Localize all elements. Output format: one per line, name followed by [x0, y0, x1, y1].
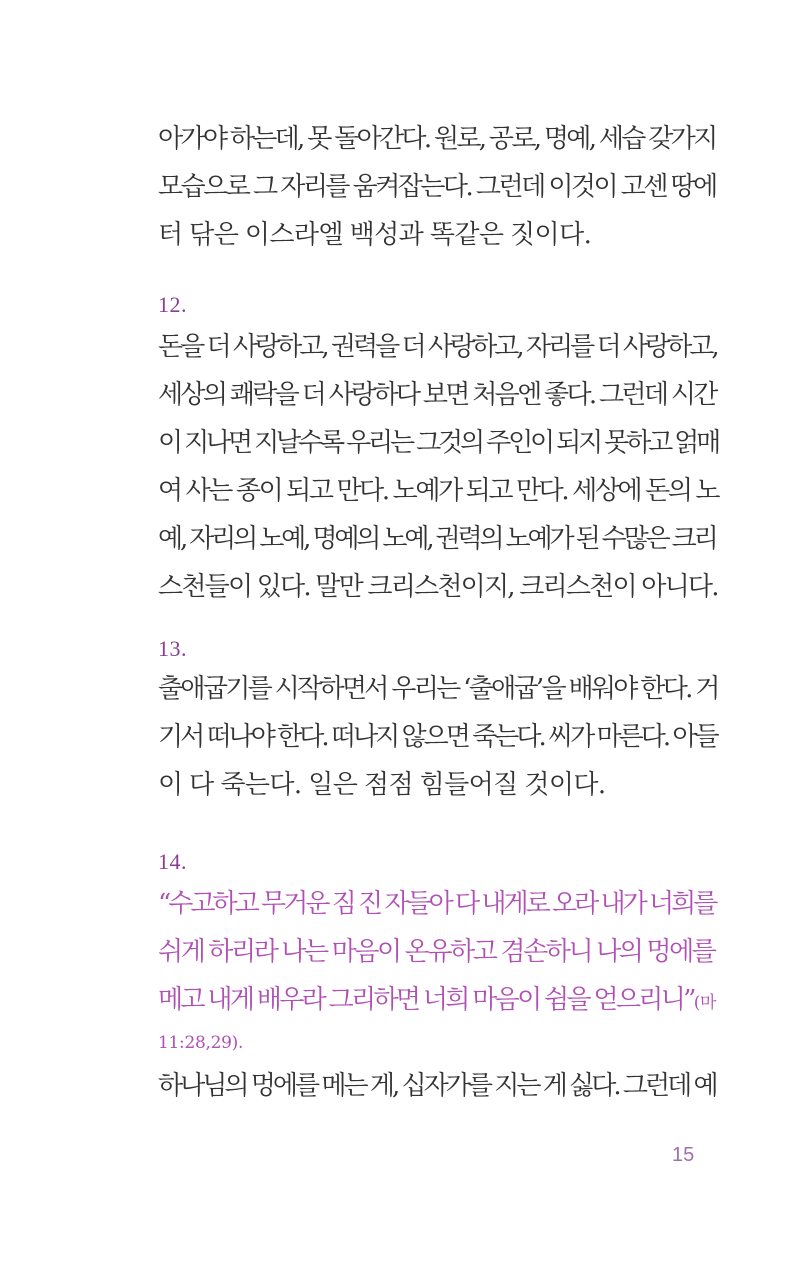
text-line: 아가야 하는데, 못 돌아간다. 원로, 공로, 명예, 세습 갖가지 — [158, 124, 716, 154]
quote-text: 메고 내게 배우라 그리하면 너희 마음이 쉼을 얻으리니” — [158, 985, 694, 1015]
text-line: 여 사는 종이 되고 만다. 노예가 되고 만다. 세상에 돈의 노 — [158, 476, 719, 506]
quote-line — [158, 976, 718, 1024]
text-line: 세상의 쾌락을 더 사랑하다 보면 처음엔 좋다. 그런데 시간 — [158, 380, 716, 410]
section-number-13: 13. — [158, 636, 187, 661]
quote-line: “수고하고 무거운 짐 진 자들아 다 내게로 오라 내가 너희를 — [158, 889, 716, 919]
text-line: 터 닦은 이스라엘 백성과 똑같은 짓이다. — [158, 220, 592, 250]
section-13-paragraph — [158, 665, 718, 809]
text-line: 모습으로 그 자리를 움켜잡는다. 그런데 이것이 고센 땅에 — [158, 172, 716, 202]
section-14-paragraph — [158, 880, 718, 1110]
section-number-12: 12. — [158, 292, 187, 317]
text-line: 스천들이 있다. 말만 크리스천이지, 크리스천이 아니다. — [158, 572, 718, 602]
text-line: 이 지나면 지날수록 우리는 그것의 주인이 되지 못하고 얽매 — [158, 428, 719, 458]
quote-line: 쉬게 하리라 나는 마음이 온유하고 겸손하니 나의 멍에를 — [158, 937, 715, 967]
scripture-citation: (마 — [693, 993, 717, 1013]
intro-paragraph — [158, 115, 718, 259]
text-line: 돈을 더 사랑하고, 권력을 더 사랑하고, 자리를 더 사랑하고, — [158, 332, 717, 362]
section-12-paragraph — [158, 323, 718, 611]
text-line: 예, 자리의 노예, 명예의 노예, 권력의 노예가 된 수많은 크리 — [158, 524, 716, 554]
text-line: 하나님의 멍에를 메는 게, 십자가를 지는 게 싫다. 그런데 예 — [158, 1071, 716, 1101]
text-line: 이 다 죽는다. 일은 점점 힘들어질 것이다. — [158, 770, 606, 800]
page-number: 15 — [672, 1144, 695, 1166]
text-line: 출애굽기를 시작하면서 우리는 ‘출애굽’을 배워야 한다. 거 — [158, 674, 718, 704]
scripture-citation-continued: 11:28,29). — [158, 1033, 244, 1053]
section-number-14: 14. — [158, 849, 187, 874]
text-line: 기서 떠나야 한다. 떠나지 않으면 죽는다. 씨가 마른다. 아들 — [158, 722, 717, 752]
